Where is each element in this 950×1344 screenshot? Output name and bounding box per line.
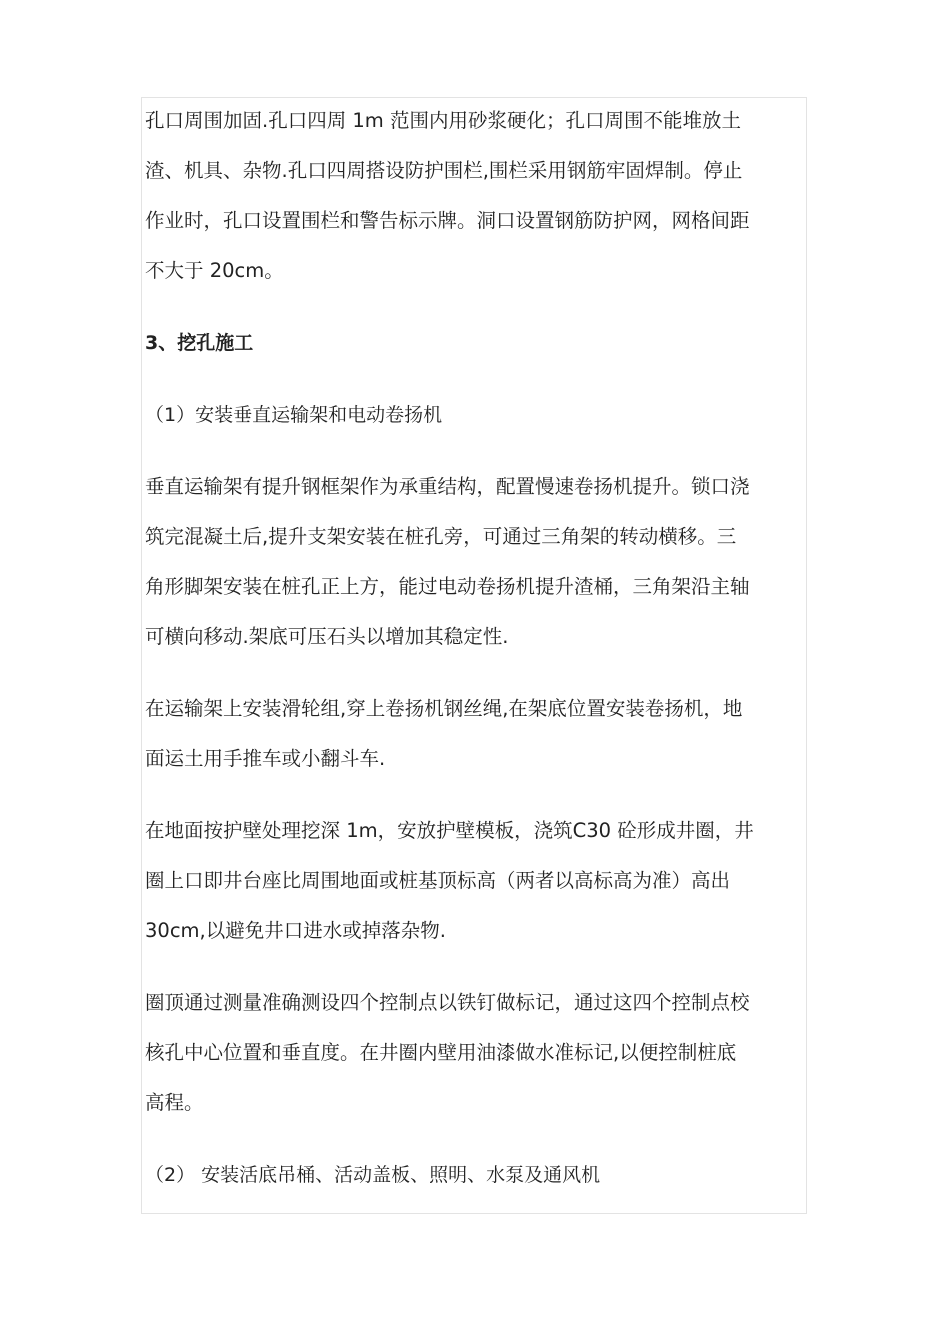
text-line: 可横向移动.架底可压石头以增加其稳定性. <box>145 625 509 648</box>
paragraph-hole-reinforcement <box>145 96 817 296</box>
text-line: 筑完混凝土后,提升支架安装在桩孔旁，可通过三角架的转动横移。三 <box>145 525 737 548</box>
section-heading: 3、挖孔施工 <box>145 332 254 354</box>
document-body <box>145 96 817 1200</box>
paragraph-control-points <box>145 978 817 1128</box>
subheading-2: （2） 安装活底吊桶、活动盖板、照明、水泵及通风机 <box>145 1164 601 1186</box>
text-line: 作业时，孔口设置围栏和警告标示牌。洞口设置钢筋防护网，网格间距 <box>145 209 750 232</box>
paragraph-well-ring <box>145 806 817 956</box>
text-line: 30cm,以避免井口进水或掉落杂物. <box>145 919 446 942</box>
text-line: 核孔中心位置和垂直度。在井圈内壁用油漆做水准标记,以便控制桩底 <box>145 1041 737 1064</box>
text-line: 角形脚架安装在桩孔正上方，能过电动卷扬机提升渣桶，三角架沿主轴 <box>145 575 750 598</box>
text-line: 圈顶通过测量准确测设四个控制点以铁钉做标记，通过这四个控制点校 <box>145 991 750 1014</box>
text-line: 垂直运输架有提升钢框架作为承重结构，配置慢速卷扬机提升。锁口浇 <box>145 475 750 498</box>
text-line: 在运输架上安装滑轮组,穿上卷扬机钢丝绳,在架底位置安装卷扬机，地 <box>145 697 743 720</box>
text-line: 不大于 20cm。 <box>145 259 284 282</box>
subheading-1: （1）安装垂直运输架和电动卷扬机 <box>145 404 443 426</box>
paragraph-pulley <box>145 684 817 784</box>
text-line: 孔口周围加固.孔口四周 1m 范围内用砂浆硬化；孔口周围不能堆放土 <box>145 109 741 132</box>
text-line: 在地面按护壁处理挖深 1m，安放护壁模板，浇筑C30 砼形成井圈，井 <box>145 819 754 842</box>
text-line: 面运土用手推车或小翻斗车. <box>145 747 386 770</box>
text-line: 圈上口即井台座比周围地面或桩基顶标高（两者以高标高为准）高出 <box>145 869 731 892</box>
text-line: 高程。 <box>145 1091 204 1114</box>
text-line: 渣、机具、杂物.孔口四周搭设防护围栏,围栏采用钢筋牢固焊制。停止 <box>145 159 743 182</box>
paragraph-transport-frame <box>145 462 817 662</box>
